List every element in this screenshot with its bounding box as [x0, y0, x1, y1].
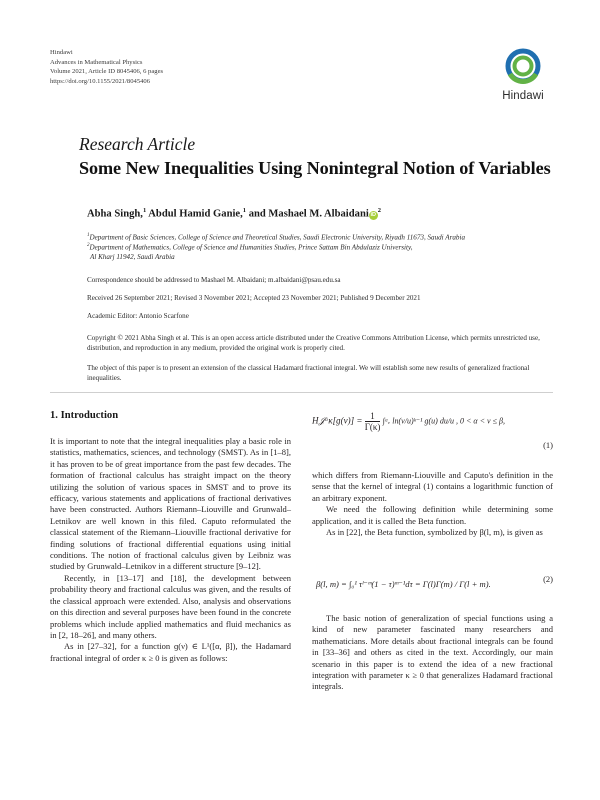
affiliation-marker: 2 — [87, 243, 90, 248]
paragraph: The basic notion of generalization of special functions using a kind of new parameter fascinated many researchers and mathematicians. More details about fractional integrals can be found in [33–36] and others as cited in the text. Accordingly, our main scenario in this paper is to extend the idea of a new fractional integration with parameter κ ≥ 0 that generalizes Hadamard fractional integrals. — [312, 613, 553, 692]
eq1-frac-den: Γ(κ) — [364, 422, 381, 432]
eq1-frac-num: 1 — [365, 411, 381, 422]
hindawi-logo-icon — [494, 44, 552, 90]
right-column-lower — [312, 613, 553, 693]
author-name[interactable]: Abdul Hamid Ganie, — [148, 208, 243, 220]
paragraph: As in [22], the Beta function, symbolized by β(l, m), is given as — [326, 527, 543, 538]
paragraph: As in [27–32], for a function ɡ(ν) ∈ L¹([α, β]), the Hadamard fractional integral of order κ ≥ 0 is given as follows: — [50, 641, 291, 663]
journal-name: Advances in Mathematical Physics — [50, 58, 143, 66]
volume-line: Volume 2021, Article ID 8045406, 6 pages — [50, 68, 164, 76]
affiliation-2 — [87, 241, 412, 263]
section-heading: 1. Introduction — [50, 410, 119, 421]
author-affil-marker: 1 — [242, 207, 247, 214]
author-name[interactable]: Abha Singh, — [87, 208, 143, 220]
paragraph: We need the following definition while determining some application, and it is called the Beta function. — [312, 504, 553, 526]
affiliation-text: Department of Mathematics, College of Science and Humanities Studies, Prince Sattam Bin Abdulaziz University, — [89, 243, 413, 252]
publication-dates: Received 26 September 2021; Revised 3 November 2021; Accepted 23 November 2021; Published 9 December 2021 — [87, 294, 421, 302]
author-list — [87, 207, 381, 220]
eq1-body: ∫ᵅᵥ ln(ν/u)ᵏ⁻¹ ɡ(u) du/u , 0 < α < ν ≤ β, — [382, 416, 505, 426]
article-type: Research Article — [79, 134, 196, 154]
logo-text: Hindawi — [502, 90, 544, 102]
equation-number: (2) — [543, 574, 553, 584]
divider — [50, 392, 553, 393]
paragraph: It is important to note that the integral inequalities play a basic role in statistics, mathematics, sciences, and technology (SMST). As in [1–8], it has proven to be of great importance from the past few decades. The formation of fractional calculus has straight impact on the theory utilizing the solution of various spaces in SMST and to prove its efficacy, various statements and applications of fractional derivatives have been constructed. Authors Riemann–Liouville and Grunwald–Letnikov are well known in this filed. Caputo reformulated the classical statement of the Riemann–Liouville fractional derivative for finding solutions of fractional differential equations using initial conditions. The notion of fractional calculus given by Leibniz was studied by Grunwald–Letnikov in a different structure [9–12]. — [50, 436, 291, 572]
publisher-name: Hindawi — [50, 49, 73, 56]
orcid-icon[interactable]: iD — [370, 211, 377, 218]
paragraph: which differs from Riemann-Liouville and Caputo's definition in the sense that the kernel of integral (1) contains a logarithmic function of an arbitrary exponent. — [312, 470, 553, 503]
left-column — [50, 436, 291, 664]
equation-1-text — [312, 411, 553, 432]
equation-1 — [312, 411, 553, 450]
journal-meta — [50, 48, 163, 86]
author-affil-marker: 2 — [377, 207, 382, 214]
paragraph: Recently, in [13–17] and [18], the development between probability theory and fractional calculus was given, and the results of the classical approach were extended. Also, analysis and observations on this direction and several purposes have been found in the concrete problems which include applied mathematics and fluid mechanics as in [2, 18–26], and many others. — [50, 572, 291, 640]
affiliation-marker: 1 — [87, 233, 90, 238]
paper-title: Some New Inequalities Using Nonintegral Notion of Variables — [79, 158, 551, 178]
correspondence: Correspondence should be addressed to Mashael M. Albaidani; m.albaidani@psau.edu.sa — [87, 276, 341, 284]
publisher-logo — [494, 44, 552, 104]
equation-2-text: β(l, m) = ∫₀¹ τˡ⁻ᵐ(1 − τ)ᵐ⁻¹dτ = Γ(l)Γ(m) / Γ(l + m). — [316, 579, 491, 589]
affiliation-text: Al Kharj 11942, Saudi Arabia — [90, 253, 175, 262]
equation-number: (1) — [543, 440, 553, 450]
copyright-notice: Copyright © 2021 Abha Singh et al. This is an open access article distributed under the Creative Commons Attribution License, which permits unrestricted use, distribution, and reproduction in any medium, provided the original work is properly cited. — [87, 334, 540, 353]
right-column-upper — [312, 470, 553, 538]
author-affil-marker: 1 — [142, 207, 147, 214]
doi-link[interactable]: https://doi.org/10.1155/2021/8045406 — [50, 77, 151, 85]
academic-editor: Academic Editor: Antonio Scarfone — [87, 312, 189, 320]
affiliation-text: Department of Basic Sciences, College of Science and Theoretical Studies, Saudi Electronic University, Riyadh 11673, Saudi Arabia — [89, 233, 465, 242]
author-name[interactable]: and Mashael M. Albaidani — [248, 208, 369, 220]
equation-2 — [316, 574, 553, 592]
abstract: The object of this paper is to present an extension of the classical Hadamard fractional integral. We will establish some new results of generalized fractional inequalities. — [87, 364, 530, 383]
eq1-lhs: H𝒥ᵅκ[ɡ(ν)] = — [312, 415, 363, 426]
